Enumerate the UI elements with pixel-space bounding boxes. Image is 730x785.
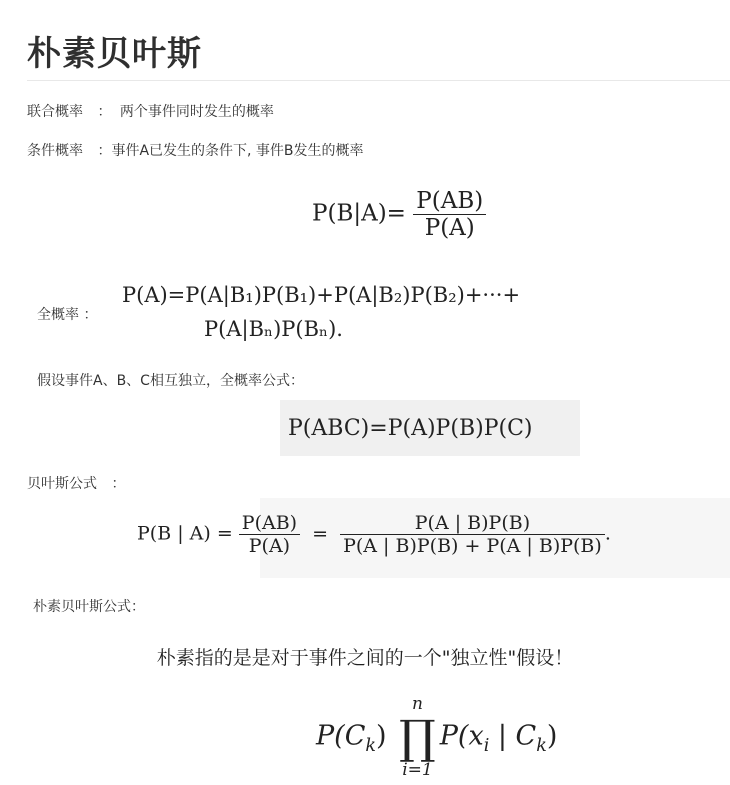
conditional-probability-line [27, 140, 364, 160]
conditional-fraction [413, 188, 486, 241]
conditional-probability-desc: 事件A已发生的条件下, 事件B发生的概率 [111, 143, 364, 159]
bayes-fraction-1 [239, 512, 300, 557]
bayes-den-part-b: )P( [552, 535, 581, 557]
naive-bayes-formula [316, 694, 557, 780]
nb-prior-sub: k [365, 735, 376, 756]
bayes-den-b-bar-1: $\overline{B}$ [538, 535, 553, 557]
bayes-numerator-2: P(A | B)P(B) [340, 512, 605, 535]
product-lower-limit: i=1 [402, 760, 433, 780]
nb-likelihood-given: | C [489, 720, 537, 752]
joint-separator: ： [97, 104, 112, 120]
total-probability-label: 全概率 ： [37, 307, 98, 323]
bayes-denominator-1: P(A) [248, 535, 291, 557]
product-operator [399, 694, 436, 780]
nb-likelihood-open: P(x [439, 720, 484, 752]
nb-likelihood-close: ) [546, 720, 558, 752]
product-upper-limit: n [411, 694, 423, 714]
bayes-formula [137, 512, 611, 557]
total-probability-formula-line1: P(A)=P(A|B₁)P(B₁)+P(A|B₂)P(B₂)+···+ [122, 283, 521, 307]
joint-probability-line [27, 101, 274, 121]
nb-likelihood-sub-i: i [483, 735, 490, 756]
page-title: 朴素贝叶斯 [27, 34, 202, 74]
title-divider [27, 80, 730, 81]
independence-note: 朴素指的是是对于事件之间的一个"独立性"假设！ [156, 647, 574, 669]
independence-formula: P(ABC)=P(A)P(B)P(C) [288, 416, 533, 441]
bayes-lhs: P(B | A) = [137, 522, 233, 545]
conditional-separator: ： [97, 143, 112, 159]
bayes-den-part-c: ) [594, 535, 602, 557]
independence-assumption-text: 假设事件A、B、C相互独立，全概率公式： [37, 373, 304, 389]
bayes-formula-label-line [27, 473, 125, 493]
bayes-denominator-2 [340, 535, 605, 557]
conditional-denominator: P(A) [424, 215, 475, 241]
joint-probability-desc: 两个事件同时发生的概率 [119, 104, 274, 120]
bayes-separator: ： [111, 476, 126, 492]
product-symbol: ∏ [399, 710, 436, 764]
bayes-den-part-a: P(A | B)P(B) + P(A | [343, 535, 539, 557]
nb-likelihood-sub-k: k [536, 735, 547, 756]
bayes-fraction-2 [340, 512, 605, 557]
bayes-den-b-bar-2: $\overline{B}$ [580, 535, 595, 557]
conditional-numerator: P(AB) [413, 188, 486, 215]
naive-bayes-formula-label: 朴素贝叶斯公式： [33, 599, 145, 615]
conditional-formula [312, 188, 486, 241]
conditional-formula-lhs: P(B|A)= [312, 200, 406, 227]
bayes-formula-label: 贝叶斯公式 [27, 476, 97, 492]
total-probability-formula-line2: P(A|Bₙ)P(Bₙ). [204, 317, 343, 341]
bayes-numerator-1: P(AB) [239, 512, 300, 535]
bayes-equals: = [312, 522, 329, 545]
bayes-period: . [604, 522, 611, 545]
joint-probability-label: 联合概率 [27, 104, 83, 120]
nb-prior-open: P(C [316, 720, 366, 752]
conditional-probability-label: 条件概率 [27, 143, 83, 159]
nb-prior-close: ) [375, 720, 387, 752]
